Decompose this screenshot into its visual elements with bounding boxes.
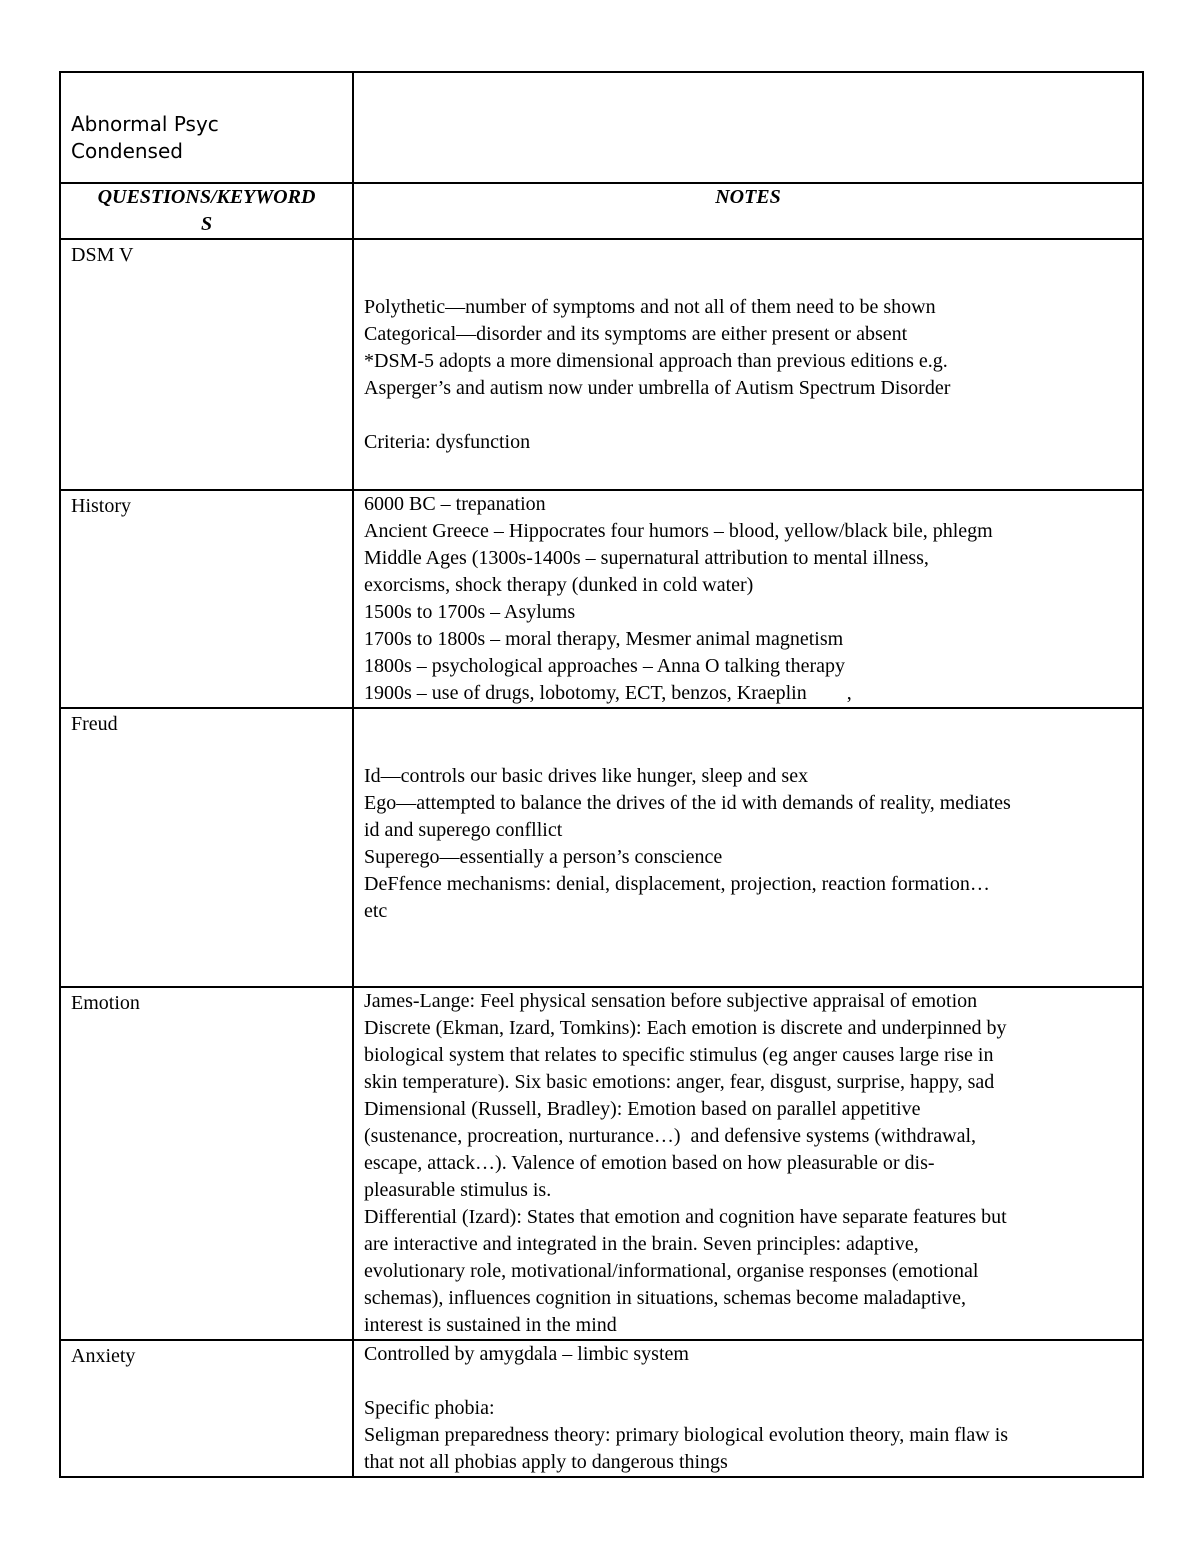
keyword-dsm: DSM V <box>71 244 134 266</box>
header-keywords-cell <box>60 183 353 239</box>
note-line: exorcisms, shock therapy (dunked in cold water) <box>364 574 754 596</box>
note-line: Dimensional (Russell, Bradley): Emotion based on parallel appetitive <box>364 1098 921 1120</box>
keyword-cell <box>60 987 353 1340</box>
note-line: 1900s – use of drugs, lobotomy, ECT, benzos, Kraeplin , <box>364 682 852 704</box>
note-line: skin temperature). Six basic emotions: anger, fear, disgust, surprise, happy, sad <box>364 1071 995 1093</box>
title-empty-cell <box>353 72 1143 183</box>
note-line: 1800s – psychological approaches – Anna O talking therapy <box>364 655 845 677</box>
note-line: Categorical—disorder and its symptoms are either present or absent <box>364 323 908 345</box>
note-line: etc <box>364 900 388 922</box>
note-line: Ancient Greece – Hippocrates four humors – blood, yellow/black bile, phlegm <box>364 520 993 542</box>
note-line: schemas), influences cognition in situations, schemas become maladaptive, <box>364 1287 967 1309</box>
table-row <box>60 708 1143 987</box>
notes-cell <box>353 1340 1143 1477</box>
note-line: 1700s to 1800s – moral therapy, Mesmer animal magnetism <box>364 628 844 650</box>
note-line: Discrete (Ekman, Izard, Tomkins): Each emotion is discrete and underpinned by <box>364 1017 1007 1039</box>
page-title-line2: Condensed <box>71 139 183 163</box>
title-cell <box>60 72 353 183</box>
keyword-emotion: Emotion <box>71 992 140 1014</box>
table-row <box>60 490 1143 708</box>
keyword-history: History <box>71 495 131 517</box>
table-row <box>60 239 1143 490</box>
notes-cell <box>353 490 1143 708</box>
keyword-anxiety: Anxiety <box>71 1345 136 1367</box>
note-line: Controlled by amygdala – limbic system <box>364 1343 689 1365</box>
note-line: Superego—essentially a person’s conscience <box>364 846 723 868</box>
header-keywords-part1: QUESTIONS/KEYWORD <box>97 186 316 208</box>
notes-cell <box>353 239 1143 490</box>
note-line: evolutionary role, motivational/informational, organise responses (emotional <box>364 1260 979 1282</box>
keyword-cell <box>60 490 353 708</box>
note-line: Differential (Izard): States that emotion and cognition have separate features but <box>364 1206 1007 1228</box>
note-line: Middle Ages (1300s-1400s – supernatural attribution to mental illness, <box>364 547 929 569</box>
note-line: *DSM-5 adopts a more dimensional approach than previous editions e.g. <box>364 350 948 372</box>
note-line: Seligman preparedness theory: primary biological evolution theory, main flaw is <box>364 1424 1009 1446</box>
note-line: Ego—attempted to balance the drives of the id with demands of reality, mediates <box>364 792 1011 814</box>
notes-cell <box>353 708 1143 987</box>
header-row <box>60 183 1143 239</box>
note-line: 1500s to 1700s – Asylums <box>364 601 576 623</box>
table-row <box>60 1340 1143 1477</box>
title-row <box>60 72 1143 183</box>
note-line: biological system that relates to specific stimulus (eg anger causes large rise in <box>364 1044 994 1066</box>
keyword-cell <box>60 239 353 490</box>
notes-cell <box>353 987 1143 1340</box>
keyword-cell <box>60 708 353 987</box>
table-row <box>60 987 1143 1340</box>
note-line: that not all phobias apply to dangerous things <box>364 1451 728 1473</box>
note-line: escape, attack…). Valence of emotion based on how pleasurable or dis- <box>364 1152 935 1174</box>
note-line: DeFfence mechanisms: denial, displacement, projection, reaction formation… <box>364 873 990 895</box>
header-keywords-part2: S <box>200 213 213 235</box>
note-line: James-Lange: Feel physical sensation before subjective appraisal of emotion <box>364 990 978 1012</box>
note-line: interest is sustained in the mind <box>364 1314 617 1336</box>
notes-table <box>59 71 1144 1478</box>
note-line: (sustenance, procreation, nurturance…) and defensive systems (withdrawal, <box>364 1125 977 1147</box>
note-line: id and superego confllict <box>364 819 563 841</box>
header-notes-cell <box>353 183 1143 239</box>
keyword-freud: Freud <box>71 713 118 735</box>
note-line: Criteria: dysfunction <box>364 431 531 453</box>
note-line: Polythetic—number of symptoms and not all of them need to be shown <box>364 296 936 318</box>
header-notes: NOTES <box>715 186 781 208</box>
note-line: Specific phobia: <box>364 1397 495 1419</box>
note-line: pleasurable stimulus is. <box>364 1179 552 1201</box>
note-line: Asperger’s and autism now under umbrella of Autism Spectrum Disorder <box>364 377 951 399</box>
note-line: are interactive and integrated in the brain. Seven principles: adaptive, <box>364 1233 919 1255</box>
keyword-cell <box>60 1340 353 1477</box>
note-line: Id—controls our basic drives like hunger, sleep and sex <box>364 765 809 787</box>
note-line: 6000 BC – trepanation <box>364 493 546 515</box>
page-title-line1: Abnormal Psyc <box>71 112 219 136</box>
